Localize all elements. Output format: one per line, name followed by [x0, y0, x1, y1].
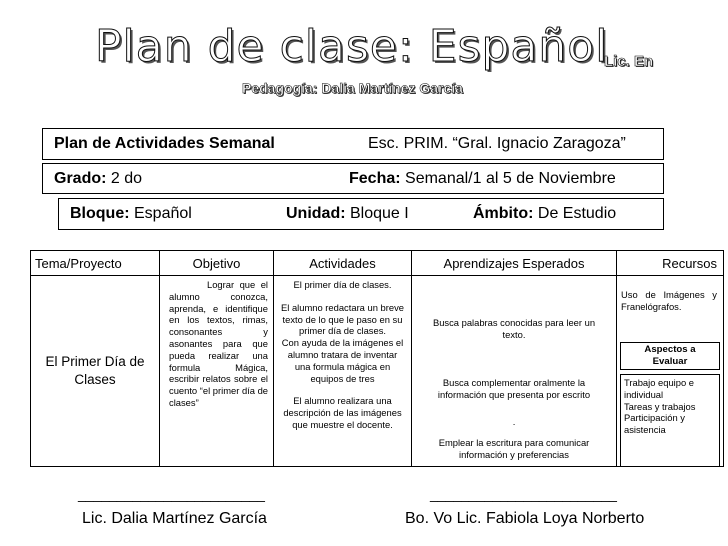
header-objetivo: Objetivo: [160, 251, 273, 276]
aspectos-list: [620, 374, 720, 466]
unidad-field: [286, 205, 473, 223]
header-row-bloque: [58, 198, 664, 230]
aspecto-item: Tareas y trabajos: [624, 400, 696, 412]
column-recursos: [616, 251, 723, 466]
aspectos-title: Aspectos a Evaluar: [644, 344, 696, 367]
fecha-label: Fecha:: [349, 169, 401, 187]
bloque-value: Español: [129, 205, 192, 222]
title-note: Lic. En: [604, 53, 654, 70]
grado-label: Grado:: [54, 169, 107, 187]
aspecto-item: Trabajo equipo e individual: [624, 377, 695, 400]
fecha-field: [349, 170, 616, 188]
tema-cell: El Primer Día de Clases: [45, 354, 145, 387]
header-aprendizajes: Aprendizajes Esperados: [412, 251, 616, 276]
column-tema: [31, 251, 159, 466]
recursos-cell: [617, 276, 723, 466]
signature-name-left: Lic. Dalia Martínez García: [82, 510, 267, 527]
signature-line-right: ________________________: [430, 486, 617, 502]
aprendizajes-cell: [412, 276, 616, 466]
signature-name-right: Bo. Vo Lic. Fabiola Loya Norberto: [405, 510, 645, 527]
plan-table: [30, 250, 724, 467]
ambito-field: [473, 205, 616, 223]
aspecto-item: Participación y asistencia: [624, 412, 685, 436]
page-subtitle: Pedagogía: Dalia Martínez García: [242, 80, 463, 96]
column-objetivo: [159, 251, 273, 466]
aprendizaje-item: Emplear la escritura para comunicar información y preferencias: [438, 437, 590, 460]
fecha-value: Semanal/1 al 5 de Noviembre: [400, 169, 616, 187]
plan-label: Plan de Actividades Semanal: [54, 135, 275, 152]
aprendizaje-item: Busca palabras conocidas para leer un texto.: [432, 317, 596, 340]
objetivo-cell: [160, 276, 273, 466]
grado-field: [54, 170, 349, 188]
aprendizaje-item: Busca complementar oralmente la información que presenta por escrito: [437, 377, 591, 400]
unidad-value: Bloque I: [345, 205, 409, 222]
grado-value: 2 do: [106, 169, 143, 187]
bloque-label: Bloque:: [70, 205, 130, 222]
header-tema: Tema/Proyecto: [31, 251, 159, 276]
actividad-item: Con ayuda de la imágenes el alumno tratara de inventar una formula mágica en equipos de tres: [281, 337, 404, 384]
ambito-value: De Estudio: [533, 205, 617, 222]
header-recursos: Recursos: [617, 251, 723, 276]
column-aprendizajes: [411, 251, 616, 466]
page-title: Plan de clase: Español: [95, 21, 609, 72]
column-actividades: [273, 251, 411, 466]
bloque-field: [70, 205, 286, 223]
actividad-item: El alumno redactara un breve texto de lo que le paso en su primer día de clases.: [281, 301, 404, 337]
header-actividades: Actividades: [274, 251, 411, 276]
aspectos-box: [620, 342, 720, 370]
objetivo-text: Lograr que el alumno conozca, aprenda, e identifique en los textos, rimas, consonantes y asonantes para que pueda realizar una formula Mágica, escribir relatos sobre el cuento “el primer día de clases”: [169, 279, 269, 408]
recursos-text: Uso de Imágenes y Franelógrafos.: [621, 289, 717, 312]
header-row-plan: [42, 128, 664, 160]
ambito-label: Ámbito:: [473, 205, 534, 222]
actividad-item: El primer día de clases.: [293, 279, 392, 290]
signature-line-left: ________________________: [78, 486, 265, 502]
unidad-label: Unidad:: [286, 205, 346, 222]
school-name: Esc. PRIM. “Gral. Ignacio Zaragoza”: [368, 135, 626, 152]
aprendizaje-item: .: [512, 416, 516, 427]
actividad-item: El alumno realizara una descripción de las imágenes que muestre el docente.: [283, 395, 402, 430]
actividades-cell: [274, 276, 411, 466]
header-row-grado: [42, 163, 664, 194]
